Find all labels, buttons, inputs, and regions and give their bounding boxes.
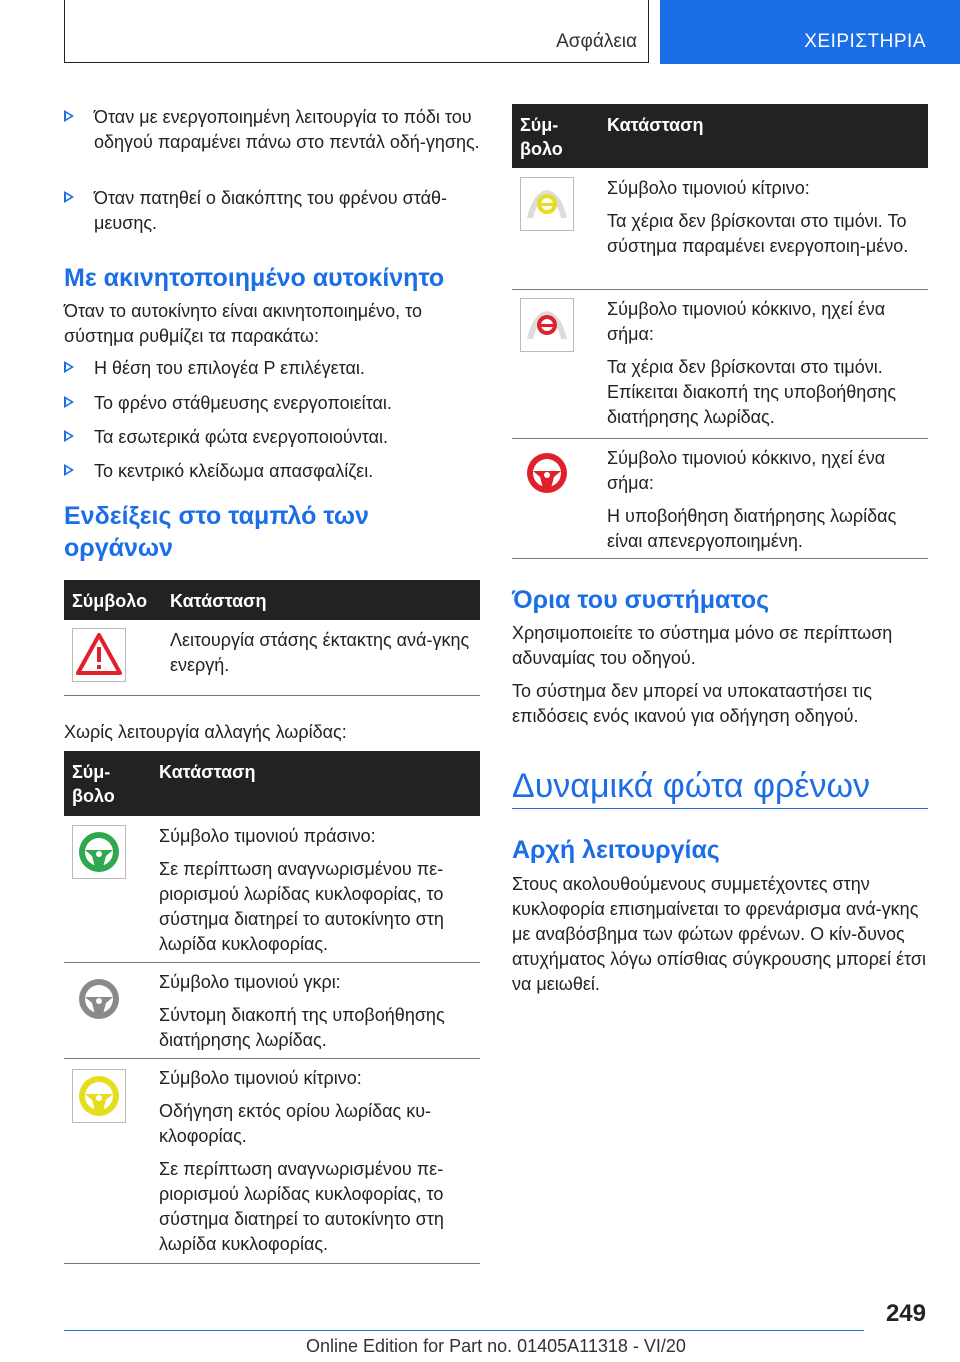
immobilized-heading: Με ακινητοποιημένο αυτοκίνητο	[64, 264, 445, 292]
steering-wheel-red-icon	[520, 446, 574, 500]
status-cell: Σύμβολο τιμονιού κόκκινο, ηχεί ένα σήμα: Η υποβοήθηση διατήρησης λωρίδας είναι απενεργοποιημένη.	[607, 448, 897, 551]
header-chapter-label: ΧΕΙΡΙΣΤΗΡΙΑ	[804, 31, 926, 52]
list-item: Τα εσωτερικά φώτα ενεργοποιούνται.	[64, 425, 480, 450]
warning-triangle-icon	[72, 628, 126, 682]
table-header: Σύμ‐βολο Κατάσταση	[512, 104, 928, 168]
table-row	[64, 1058, 480, 1264]
list-item: Όταν πατηθεί ο διακόπτης του φρένου στάθ‐μευσης.	[64, 186, 480, 236]
bullet-triangle-icon	[64, 464, 74, 476]
edition-footer: Online Edition for Part no. 01405A11318 - VI/20	[306, 1336, 686, 1356]
status-cell: Σύμβολο τιμονιού πράσινο: Σε περίπτωση αναγνωρισμένου πε‐ριορισμού λωρίδας κυκλοφορίας, το σύστημα διατηρεί το αυτοκίνητο στη λωρίδα κυκλοφορίας.	[159, 826, 444, 954]
steering-wheel-green-icon	[72, 825, 126, 879]
no-lane-change-label: Χωρίς λειτουργία αλλαγής λωρίδας:	[64, 722, 347, 742]
steering-hands-red-icon	[520, 298, 574, 352]
table-row	[64, 620, 480, 696]
table-row	[64, 816, 480, 963]
limits-heading: Όρια του συστήματος	[512, 586, 770, 614]
footer-rule	[64, 1330, 864, 1331]
table-header: Σύμ‐βολο Κατάσταση	[64, 751, 480, 816]
table-header: Σύμβολο Κατάσταση	[64, 580, 480, 620]
steering-wheel-yellow-icon	[72, 1069, 126, 1123]
table-row	[64, 962, 480, 1059]
list-item: Το κεντρικό κλείδωμα απασφαλίζει.	[64, 459, 480, 484]
limits-paragraph: Χρησιμοποιείτε το σύστημα μόνο σε περίπτωση αδυναμίας του οδηγού.	[512, 623, 893, 668]
status-cell: Σύμβολο τιμονιού γκρι: Σύντομη διακοπή της υποβοήθησης διατήρησης λωρίδας.	[159, 972, 445, 1050]
list-item: Η θέση του επιλογέα P επιλέγεται.	[64, 356, 480, 381]
principle-heading: Αρχή λειτουργίας	[512, 836, 720, 864]
header-section-title: Ασφάλεια	[556, 31, 637, 52]
indicators-heading: Ενδείξεις στο ταμπλό των οργάνων	[64, 502, 369, 562]
list-item: Το φρένο στάθμευσης ενεργοποιείται.	[64, 391, 480, 416]
immobilized-intro: Όταν το αυτοκίνητο είναι ακινητοποιημένο, το σύστημα ρυθμίζει τα παρακάτω:	[64, 301, 422, 346]
header-chapter-tab	[660, 0, 960, 64]
steering-wheel-gray-icon	[72, 972, 126, 1026]
list-item: Όταν με ενεργοποιημένη λειτουργία το πόδι του οδηγού παραμένει πάνω στο πεντάλ οδή‐γησης.	[64, 105, 480, 155]
bullet-triangle-icon	[64, 430, 74, 442]
status-cell: Σύμβολο τιμονιού κίτρινο: Οδήγηση εκτός ορίου λωρίδας κυ‐κλοφορίας. Σε περίπτωση αναγνωρισμένου πε‐ριορισμού λωρίδας κυκλοφορίας, το σύστημα διατηρεί το αυτοκίνητο στη λωρίδα κυκλοφορίας.	[159, 1068, 444, 1254]
table-row	[512, 438, 928, 559]
status-cell: Σύμβολο τιμονιού κίτρινο: Τα χέρια δεν βρίσκονται στο τιμόνι. Το σύστημα παραμένει ενεργοποιη‐μένο.	[607, 178, 909, 256]
steering-hands-yellow-icon	[520, 177, 574, 231]
heading-rule	[512, 808, 928, 809]
table-row	[512, 289, 928, 439]
table-row	[512, 168, 928, 290]
status-cell: Σύμβολο τιμονιού κόκκινο, ηχεί ένα σήμα: Τα χέρια δεν βρίσκονται στο τιμόνι. Επίκειται διακοπή της υποβοήθησης διατήρησης λωρίδας.	[607, 299, 897, 427]
dynamic-brake-lights-heading: Δυναμικά φώτα φρένων	[512, 767, 871, 805]
page-number: 249	[885, 1300, 926, 1327]
principle-paragraph: Στους ακολουθούμενους συμμετέχοντες στην κυκλοφορία επισημαίνεται το φρενάρισμα ανά‐γκης με αναβόσβημα των φώτων φρένων. Ο κίν‐δυνος ατυχήματος λόγω οπίσθιας σύγκρουσης μπορεί έτσι να μειωθεί.	[512, 874, 926, 994]
status-cell: Λειτουργία στάσης έκτακτης ανά‐γκης ενεργή.	[170, 630, 470, 675]
bullet-triangle-icon	[64, 191, 74, 203]
bullet-triangle-icon	[64, 361, 74, 373]
bullet-triangle-icon	[64, 110, 74, 122]
bullet-triangle-icon	[64, 396, 74, 408]
limits-paragraph: Το σύστημα δεν μπορεί να υποκαταστήσει τις επιδόσεις ενός ικανού για οδήγηση οδηγού.	[512, 681, 872, 726]
